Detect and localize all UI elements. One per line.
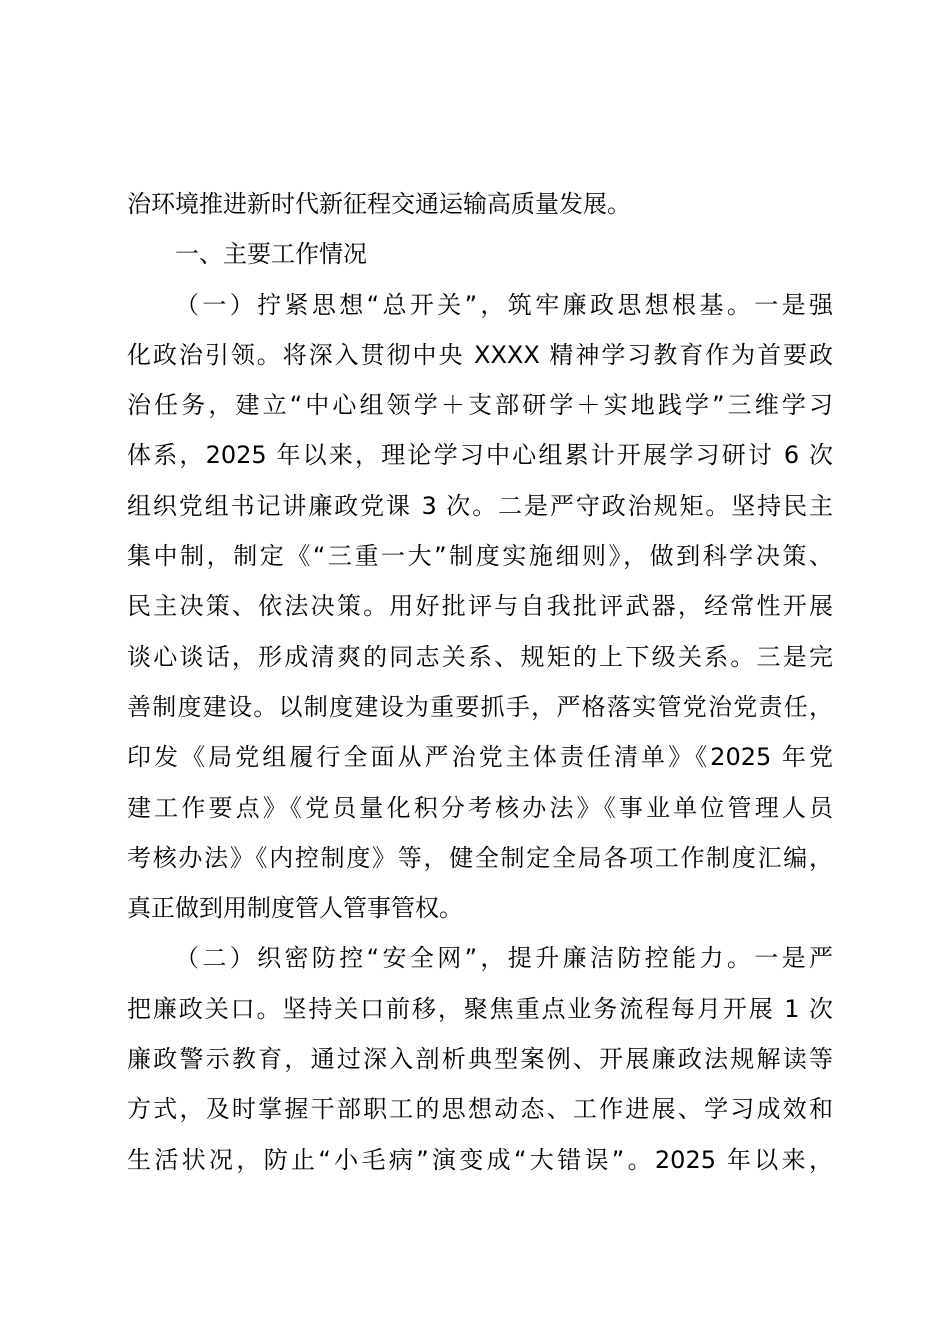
text-line: 廉政警示教育，通过深入剖析典型案例、开展廉政法规解读等	[127, 1045, 833, 1074]
text-line: （二）织密防控“安全网”，提升廉洁防控能力。一是严	[175, 944, 833, 973]
section-heading: 一、主要工作情况	[175, 240, 367, 269]
text-line: 生活状况，防止“小毛病”演变成“大错误”。2025 年以来，	[127, 1145, 833, 1174]
text-line: （一）拧紧思想“总开关”，筑牢廉政思想根基。一是强	[175, 290, 833, 319]
text-line: 民主决策、依法决策。用好批评与自我批评武器，经常性开展	[127, 592, 833, 621]
text-line: 治环境推进新时代新征程交通运输高质量发展。	[127, 190, 631, 218]
text-line: 化政治引领。将深入贯彻中央 XXXX 精神学习教育作为首要政	[127, 340, 833, 369]
text-line: 真正做到用制度管人管事管权。	[127, 894, 463, 923]
text-line: 方式，及时掌握干部职工的思想动态、工作进展、学习成效和	[127, 1095, 833, 1124]
text-line: 考核办法》《内控制度》等，健全制定全局各项工作制度汇编，	[127, 843, 833, 872]
text-line: 善制度建设。以制度建设为重要抓手，严格落实管党治党责任，	[127, 692, 833, 721]
document-body	[127, 179, 833, 1185]
text-line: 体系，2025 年以来，理论学习中心组累计开展学习研讨 6 次	[127, 441, 833, 470]
text-line: 组织党组书记讲廉政党课 3 次。二是严守政治规矩。坚持民主	[127, 491, 833, 520]
text-line: 治任务，建立“中心组领学＋支部研学＋实地践学”三维学习	[127, 391, 833, 420]
text-line: 建工作要点》《党员量化积分考核办法》《事业单位管理人员	[127, 793, 833, 822]
text-line: 集中制，制定《“三重一大”制度实施细则》，做到科学决策、	[127, 542, 833, 571]
text-line: 谈心谈话，形成清爽的同志关系、规矩的上下级关系。三是完	[127, 642, 833, 671]
text-line: 印发《局党组履行全面从严治党主体责任清单》《2025 年党	[127, 743, 833, 772]
text-line: 把廉政关口。坚持关口前移，聚焦重点业务流程每月开展 1 次	[127, 994, 833, 1023]
